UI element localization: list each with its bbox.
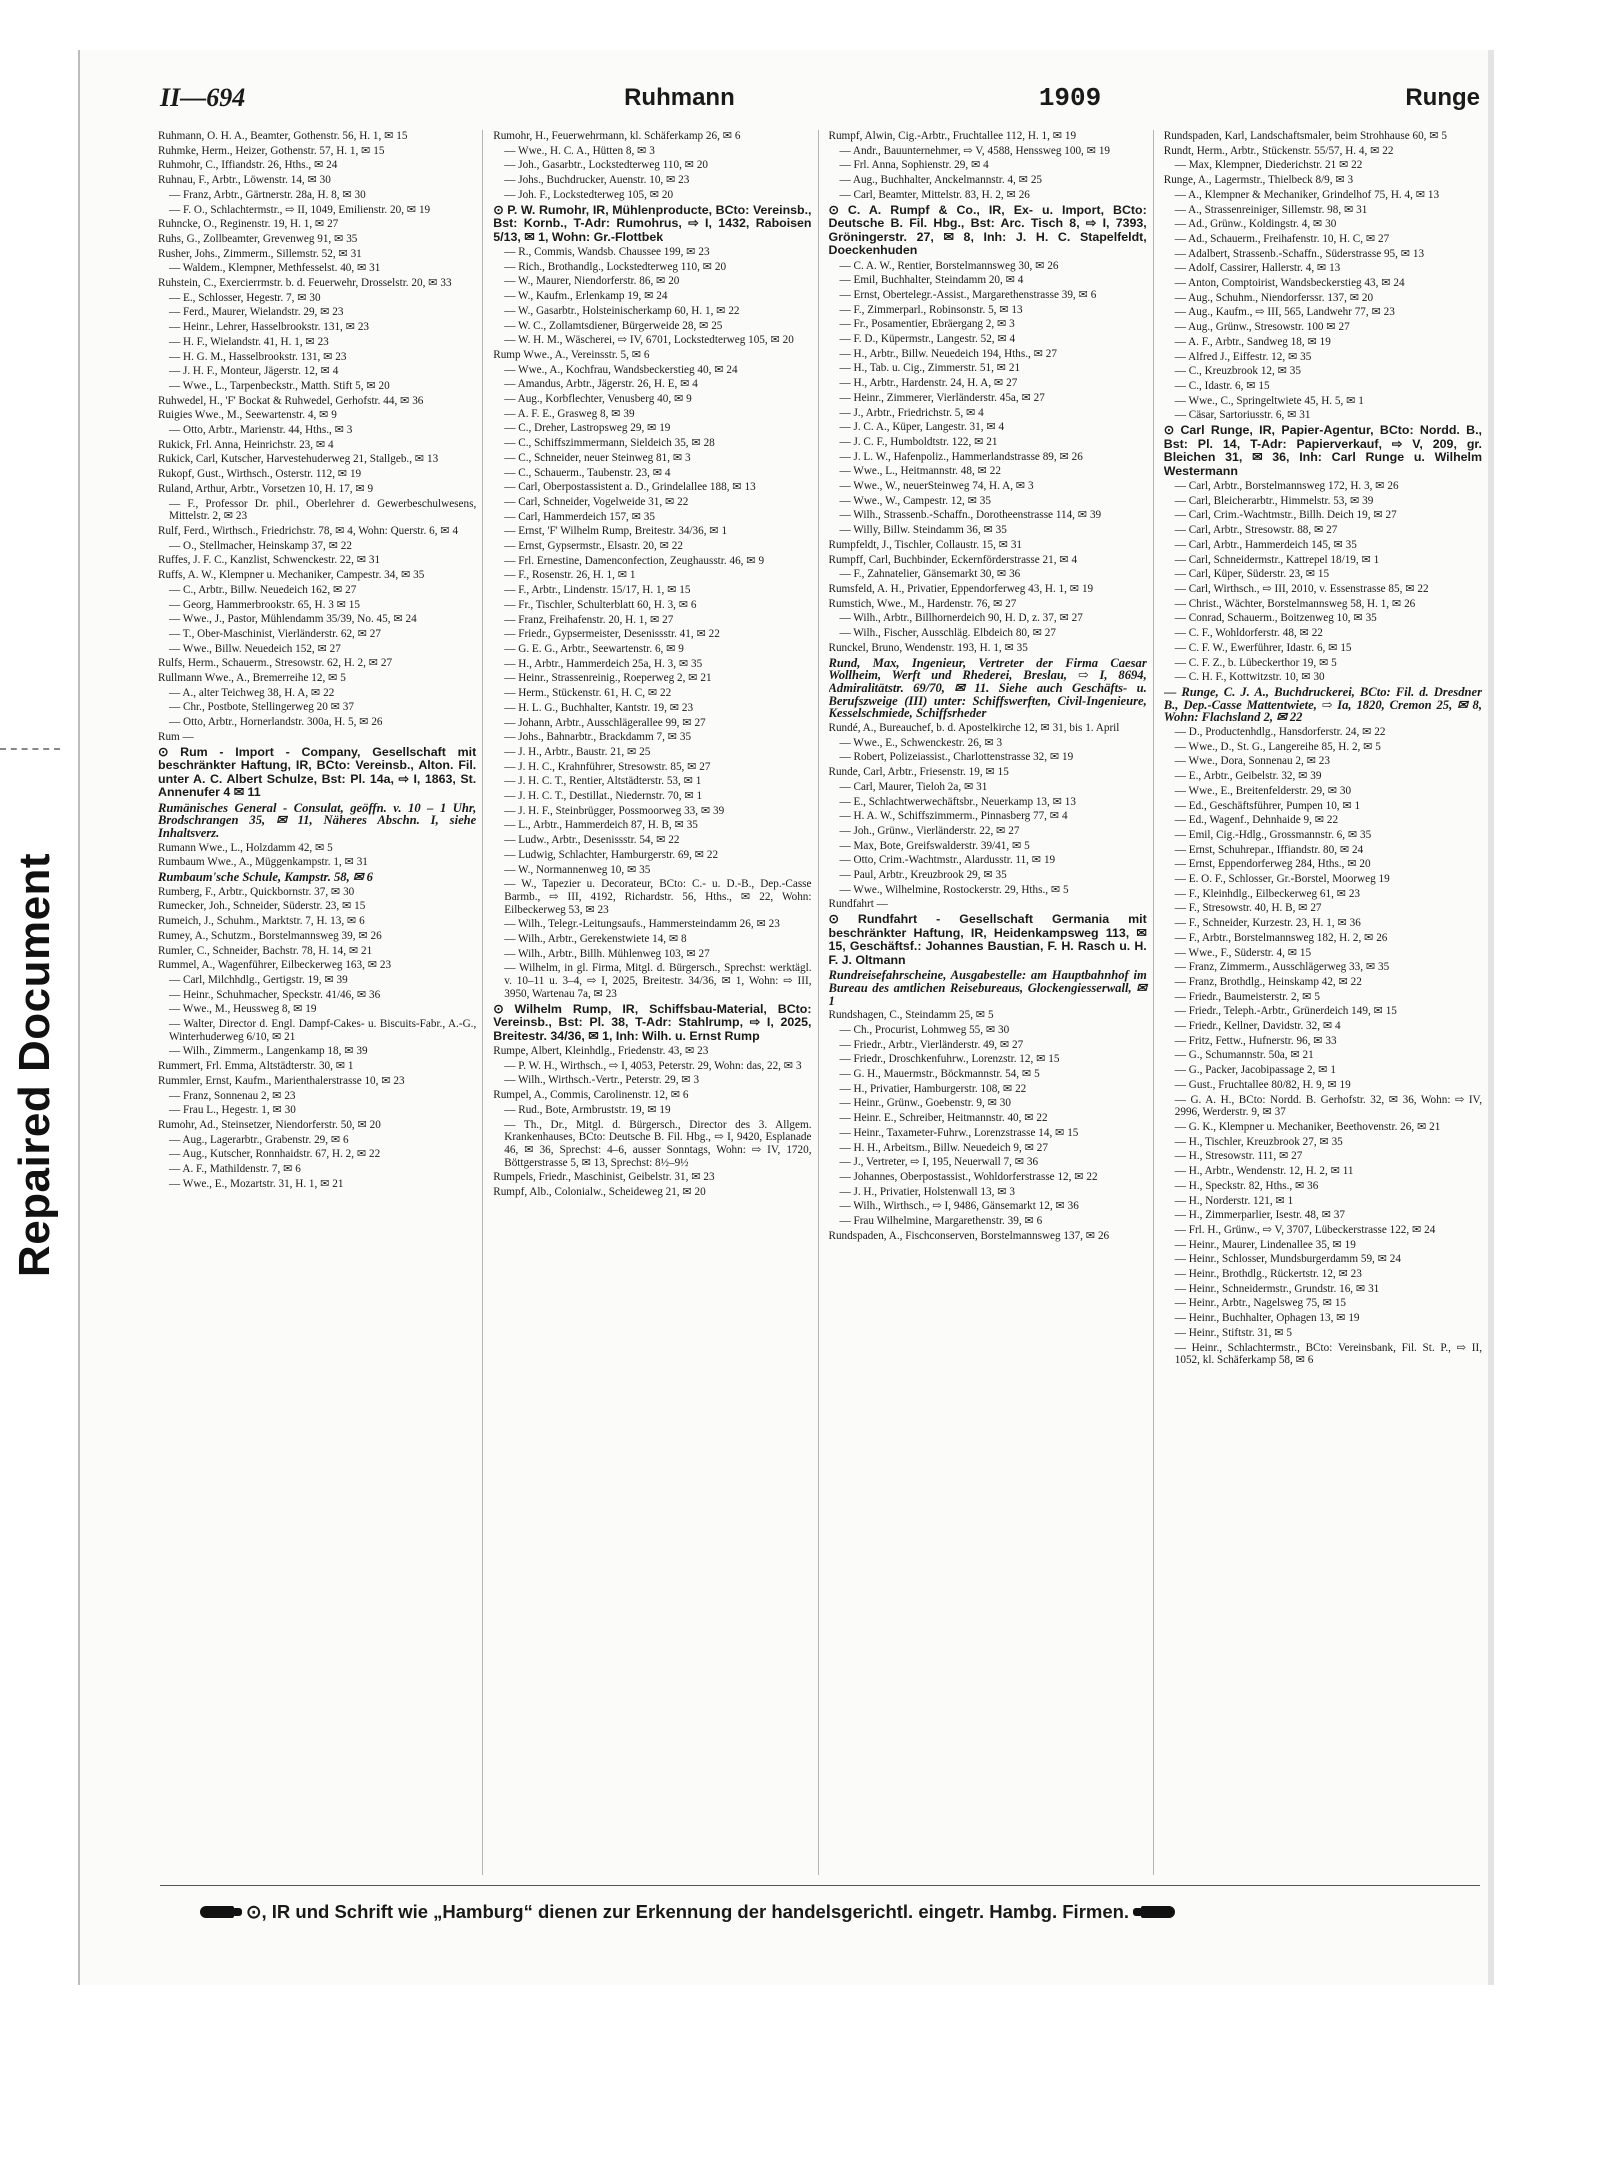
directory-entry: — Carl, Crim.-Wachtmstr., Billh. Deich 19, ✉ 27: [1174, 509, 1397, 522]
directory-entry: — Frau L., Hegestr. 1, ✉ 30: [169, 1104, 296, 1117]
directory-entry: — Johs., Bahnarbtr., Brackdamm 7, ✉ 35: [504, 731, 692, 744]
directory-entry: — Wilh., Fischer, Ausschläg. Elbdeich 80, ✉ 27: [839, 627, 1056, 640]
directory-entry: — Th., Dr., Mitgl. d. Bürgersch., Director des 3. Allgem. Krankenhauses, BCto: Deutsche B. Fil. Hbg., ⇨ I, 9420, Esplanade 46, ✉ 36, Sprechst: 4–6, ausser Sonntags, Wohn: ⇨ IV, 1720, Böttgerstrasse 5, ✉ 13, Sprechst: 8½–9½: [504, 1118, 812, 1169]
directory-entry: Ruffes, J. F. C., Kanzlist, Schwenckestr. 22, ✉ 31: [158, 554, 381, 567]
directory-entry: — H., Tab. u. Cig., Zimmerstr. 51, ✉ 21: [839, 362, 1021, 375]
directory-entry: — Heinr., Schlosser, Mundsburgerdamm 59, ✉ 24: [1174, 1253, 1401, 1266]
directory-entry: — Carl, Arbtr., Stresowstr. 88, ✉ 27: [1174, 524, 1338, 537]
directory-entry: — Wwe., D., St. G., Langereihe 85, H. 2, ✉ 5: [1174, 740, 1381, 753]
directory-entry: — R., Commis, Wandsb. Chaussee 199, ✉ 23: [504, 246, 710, 259]
firm-entry: ⊙ Rundfahrt - Gesellschaft Germania mit beschränkter Haftung, IR, Heidenkampsweg 113, ✉ 15, Geschäftsf.: Johannes Baustian, F. H. Rasch u. H. F. J. Oltmann: [828, 912, 1147, 967]
directory-entry: Rulfs, Herm., Schauerm., Stresowstr. 62, H. 2, ✉ 27: [158, 657, 393, 670]
directory-entry: — Heinr., Grünw., Goebenstr. 9, ✉ 30: [839, 1097, 1011, 1110]
directory-entry: — Wwe., E., Breitenfelderstr. 29, ✉ 30: [1174, 784, 1352, 797]
directory-entry: Rumpels, Friedr., Maschinist, Geibelstr. 31, ✉ 23: [493, 1171, 715, 1184]
directory-entry: — F., Rosenstr. 26, H. 1, ✉ 1: [504, 569, 636, 582]
directory-entry: — Adolf, Cassirer, Hallerstr. 4, ✉ 13: [1174, 262, 1341, 275]
directory-entry: — Heinr., Schuhmacher, Speckstr. 41/46, ✉ 36: [169, 988, 381, 1001]
directory-entry: Rundspaden, Karl, Landschaftsmaler, beim Strohhause 60, ✉ 5: [1163, 130, 1448, 142]
directory-entry: — Heinr., Lehrer, Hasselbrookstr. 131, ✉ 23: [169, 321, 370, 334]
directory-entry: Ruhncke, O., Reginenstr. 19, H. 1, ✉ 27: [158, 218, 339, 231]
directory-entry: Ruffs, A. W., Klempner u. Mechaniker, Campestr. 34, ✉ 35: [158, 569, 425, 582]
directory-entry: — Aug., Kaufm., ⇨ III, 565, Landwehr 77, ✉ 23: [1174, 306, 1395, 319]
directory-entry: — Carl, Hammerdeich 157, ✉ 35: [504, 510, 655, 523]
directory-entry: — Willy, Billw. Steindamm 36, ✉ 35: [839, 524, 1007, 537]
directory-entry: — Aug., Buchhalter, Anckelmannstr. 4, ✉ 25: [839, 174, 1043, 187]
directory-entry: — C. F. W., Ewerführer, Idastr. 6, ✉ 15: [1174, 641, 1352, 654]
directory-entry: Rundé, A., Bureauchef, b. d. Apostelkirche 12, ✉ 31, bis 1. April: [828, 722, 1120, 735]
directory-entry: — Friedr., Baumeisterstr. 2, ✉ 5: [1174, 990, 1320, 1003]
directory-entry: — Emil, Cig.-Hdlg., Grossmannstr. 6, ✉ 35: [1174, 828, 1372, 841]
directory-entry: Ruland, Arthur, Arbtr., Vorsetzen 10, H. 17, ✉ 9: [158, 482, 374, 495]
directory-entry: — C., Idastr. 6, ✉ 15: [1174, 379, 1270, 392]
directory-entry: — Frl. Ernestine, Damenconfection, Zeughausstr. 46, ✉ 9: [504, 554, 765, 567]
directory-entry: — Ernst, 'F' Wilhelm Rump, Breitestr. 34/36, ✉ 1: [504, 525, 728, 538]
directory-entry: Rumey, A., Schutzm., Borstelmannsweg 39, ✉ 26: [158, 929, 382, 942]
directory-entry: — Max, Bote, Greifswalderstr. 39/41, ✉ 5: [839, 839, 1030, 852]
directory-entry: — F. D., Küpermstr., Langestr. 52, ✉ 4: [839, 333, 1016, 346]
directory-entry: — J. H. F., Steinbrügger, Possmoorweg 33, ✉ 39: [504, 804, 725, 817]
directory-entry: Rumpel, A., Commis, Carolinenstr. 12, ✉ 6: [493, 1089, 689, 1102]
directory-entry: — Wwe., L., Tarpenbeckstr., Matth. Stift 5, ✉ 20: [169, 379, 390, 392]
directory-entry: — Wwe., W., Campestr. 12, ✉ 35: [839, 494, 991, 507]
directory-entry: — H., Arbtr., Hardenstr. 24, H. A, ✉ 27: [839, 377, 1018, 390]
firm-entry: ⊙ C. A. Rumpf & Co., IR, Ex- u. Import, BCto: Deutsche B. Fil. Hbg., Bst: Arc. Tisch 8, ⇨ I, 7393, Gröningerstr. 27, ✉ 8, Inh: J. H. C. Stapelfeldt, Doeckenhuden: [828, 202, 1147, 258]
directory-entry: — J. H., Arbtr., Baustr. 21, ✉ 25: [504, 745, 651, 758]
directory-entry: — Franz, Freihafenstr. 20, H. 1, ✉ 27: [504, 613, 674, 626]
directory-entry: — H., Privatier, Hamburgerstr. 108, ✉ 22: [839, 1082, 1027, 1095]
page-footer: [200, 1898, 1460, 1926]
directory-entry: — Heinr., Buchhalter, Ophagen 13, ✉ 19: [1174, 1312, 1360, 1325]
footer-note: ⊙, IR und Schrift wie „Hamburg“ dienen zur Erkennung der handelsgerichtl. eingetr. Hambg. Firmen.: [246, 1901, 1130, 1922]
directory-entry: — E., Arbtr., Geibelstr. 32, ✉ 39: [1174, 770, 1322, 783]
directory-entry: Rundshagen, C., Steindamm 25, ✉ 5: [828, 1009, 994, 1022]
directory-entry: Rummel, A., Wagenführer, Eilbeckerweg 163, ✉ 23: [158, 959, 392, 972]
directory-entry: — C., Schauerm., Taubenstr. 23, ✉ 4: [504, 466, 671, 479]
directory-entry: — Wilhelm, in gl. Firma, Mitgl. d. Bürgersch., Sprechst: werktägl. v. 10–11 u. 3–4, ⇨ I, 2025, Breitestr. 34/36, ✉ 1, Wohn: ⇨ III, 3950, Wartenau 7a, ✉ 23: [504, 962, 812, 1000]
directory-entry: — Carl, Bleicherarbtr., Himmelstr. 53, ✉ 39: [1174, 494, 1374, 507]
directory-entry: — Wwe., Billw. Neuedeich 152, ✉ 27: [169, 642, 341, 655]
directory-entry: — Heinr., Brothdlg., Rückertstr. 12, ✉ 23: [1174, 1268, 1362, 1281]
directory-column-2: [493, 130, 818, 1875]
directory-entry: — Aug., Lagerarbtr., Grabenstr. 29, ✉ 6: [169, 1133, 349, 1146]
directory-entry: — Joh. F., Lockstedterweg 105, ✉ 20: [504, 188, 674, 201]
directory-entry: — W. H. M., Wäscherei, ⇨ IV, 6701, Lockstedterweg 105, ✉ 20: [504, 334, 794, 347]
directory-entry: — Wilh., Wirthsch., ⇨ I, 9486, Gänsemarkt 12, ✉ 36: [839, 1200, 1079, 1213]
pointing-hand-icon: [200, 1906, 234, 1918]
directory-entry: — Friedr., Kellner, Davidstr. 32, ✉ 4: [1174, 1020, 1341, 1033]
directory-entry: — Ernst, Eppendorferweg 284, Hths., ✉ 20: [1174, 858, 1371, 871]
directory-entry: Ruigies Wwe., M., Seewartenstr. 4, ✉ 9: [158, 409, 337, 422]
directory-entry: — Carl, Beamter, Mittelstr. 83, H. 2, ✉ 26: [839, 188, 1030, 201]
directory-entry: — F., Arbtr., Lindenstr. 15/17, H. 1, ✉ 15: [504, 584, 691, 597]
directory-entry: — Franz, Arbtr., Gärtnerstr. 28a, H. 8, ✉ 30: [169, 188, 366, 201]
directory-entry: — H., Arbtr., Wendenstr. 12, H. 2, ✉ 11: [1174, 1165, 1354, 1178]
directory-entry: — Ernst, Schuhrepar., Iffiandstr. 80, ✉ 24: [1174, 843, 1364, 856]
directory-entry: — Wilh., Arbtr., Billhornerdeich 90, H. D, z. 37, ✉ 27: [839, 612, 1083, 625]
directory-entry: — A. F., Arbtr., Sandweg 18, ✉ 19: [1174, 335, 1331, 348]
pointing-hand-left-icon: [1141, 1906, 1175, 1918]
directory-entry: — Wwe., C., Springeltwiete 45, H. 5, ✉ 1: [1174, 394, 1364, 407]
directory-entry: — H., Speckstr. 82, Hths., ✉ 36: [1174, 1179, 1319, 1192]
directory-entry: Rundt, Herm., Arbtr., Stückenstr. 55/57, H. 4, ✉ 22: [1163, 144, 1394, 157]
directory-columns: [158, 130, 1488, 1875]
directory-entry: Rumpfeldt, J., Tischler, Collaustr. 15, ✉ 31: [828, 538, 1023, 551]
directory-entry: — Heinr., Taxameter-Fuhrw., Lorenzstrasse 14, ✉ 15: [839, 1126, 1079, 1139]
directory-entry: — Cäsar, Sartoriusstr. 6, ✉ 31: [1174, 409, 1311, 422]
directory-entry: Rumbaum'sche Schule, Kampstr. 58, ✉ 6: [158, 870, 373, 885]
directory-entry: — H., Zimmerparlier, Isestr. 48, ✉ 37: [1174, 1209, 1345, 1222]
directory-entry: — Wwe., J., Pastor, Mühlendamm 35/39, No. 45, ✉ 24: [169, 613, 417, 626]
directory-entry: — Carl, Wirthsch., ⇨ III, 2010, v. Essenstrasse 85, ✉ 22: [1174, 582, 1429, 595]
directory-entry: — H., Stresowstr. 111, ✉ 27: [1174, 1150, 1303, 1163]
directory-entry: — J., Vertreter, ⇨ I, 195, Neuerwall 7, ✉ 36: [839, 1156, 1039, 1169]
directory-entry: — C. F., Wohldorferstr. 48, ✉ 22: [1174, 627, 1323, 640]
directory-entry: — Heinr., Schlachtermstr., BCto: Vereinsbank, Fil. St. P., ⇨ II, 1052, kl. Schäferkamp 58, ✉ 6: [1174, 1341, 1482, 1367]
directory-entry: — Carl, Arbtr., Hammerdeich 145, ✉ 35: [1174, 538, 1357, 551]
directory-entry: — H. F., Wielandstr. 41, H. 1, ✉ 23: [169, 335, 329, 348]
directory-entry: — Amandus, Arbtr., Jägerstr. 26, H. E, ✉ 4: [504, 378, 698, 391]
directory-entry: — Joh., Gasarbtr., Lockstedterweg 110, ✉ 20: [504, 159, 709, 172]
directory-entry: — Ad., Grünw., Koldingstr. 4, ✉ 30: [1174, 218, 1337, 231]
directory-entry: — J. H. C., Krahnführer, Stresowstr. 85, ✉ 27: [504, 760, 711, 773]
directory-entry: — H. A. W., Schiffszimmerm., Pinnasberg 77, ✉ 4: [839, 810, 1068, 823]
directory-entry: Ruhstein, C., Exercierrmstr. b. d. Feuerwehr, Drosselstr. 20, ✉ 33: [158, 277, 452, 290]
directory-entry: — Wwe., F., Süderstr. 4, ✉ 15: [1174, 946, 1312, 959]
directory-entry: Rundreisefahrscheine, Ausgabestelle: am Hauptbahnhof im Bureau des amtlichen Reisebureaus, Glockengiesserwall, ✉ 1: [828, 968, 1147, 1008]
directory-entry: — Anton, Comptoirist, Wandsbeckerstieg 43, ✉ 24: [1174, 277, 1405, 290]
directory-entry: Runge, A., Lagermstr., Thielbeck 8/9, ✉ 3: [1163, 174, 1354, 187]
directory-entry: Rullmann Wwe., A., Bremerreihe 12, ✉ 5: [158, 672, 346, 685]
directory-entry: — Wwe., Dora, Sonnenau 2, ✉ 23: [1174, 755, 1330, 768]
directory-entry: — F., Kleinhdlg., Eilbeckerweg 61, ✉ 23: [1174, 887, 1361, 900]
directory-entry: Rumohr, H., Feuerwehrmann, kl. Schäferkamp 26, ✉ 6: [493, 130, 741, 142]
header-year: 1909: [1038, 83, 1102, 113]
directory-entry: Ruhmohr, C., Iffiandstr. 26, Hths., ✉ 24: [158, 159, 338, 172]
directory-entry: Rumstich, Wwe., M., Hardenstr. 76, ✉ 27: [828, 597, 1017, 610]
directory-entry: — G., Packer, Jacobipassage 2, ✉ 1: [1174, 1064, 1336, 1077]
directory-entry: — Wwe., A., Kochfrau, Wandsbeckerstieg 40, ✉ 24: [504, 363, 738, 376]
directory-entry: — Fr., Posamentier, Ebräergang 2, ✉ 3: [839, 318, 1015, 331]
directory-entry: — Christ., Wächter, Borstelmannsweg 58, H. 1, ✉ 26: [1174, 597, 1416, 610]
directory-entry: — A., Strassenreiniger, Sillemstr. 98, ✉ 31: [1174, 203, 1368, 216]
directory-entry: — Ludwig, Schlachter, Hamburgerstr. 69, ✉ 22: [504, 848, 719, 861]
directory-entry: — C. H. F., Kottwitzstr. 10, ✉ 30: [1174, 671, 1325, 684]
directory-entry: — H. G. M., Hasselbrookstr. 131, ✉ 23: [169, 350, 347, 363]
directory-entry: — C. A. W., Rentier, Borstelmannsweg 30, ✉ 26: [839, 259, 1059, 272]
directory-entry: — Heinr., Stiftstr. 31, ✉ 5: [1174, 1326, 1292, 1339]
directory-entry: — F., Arbtr., Borstelmannsweg 182, H. 2, ✉ 26: [1174, 931, 1388, 944]
directory-entry: — Alfred J., Eiffestr. 12, ✉ 35: [1174, 350, 1312, 363]
directory-entry: — J. C. A., Küper, Langestr. 31, ✉ 4: [839, 421, 1005, 434]
directory-entry: — Runge, C. J. A., Buchdruckerei, BCto: Fil. d. Dresdner B., Dep.-Casse Mattentwiete, ⇨ Ia, 1820, Cremon 25, ✉ 8, Wohn: Flachsland 2, ✉ 22: [1163, 684, 1482, 725]
directory-entry: — Carl, Milchhdlg., Gertigstr. 19, ✉ 39: [169, 973, 348, 986]
directory-entry: — Franz, Sonnenau 2, ✉ 23: [169, 1089, 296, 1102]
directory-entry: — A. F. E., Grasweg 8, ✉ 39: [504, 407, 635, 420]
directory-entry: Rumann Wwe., L., Holzdamm 42, ✉ 5: [158, 841, 333, 854]
directory-column-3: [829, 130, 1154, 1875]
directory-entry: — Wilh., Strassenb.-Schaffn., Dorotheenstrasse 114, ✉ 39: [839, 509, 1102, 522]
directory-entry: — Friedr., Teleph.-Arbtr., Grünerdeich 149, ✉ 15: [1174, 1005, 1397, 1018]
directory-entry: Rummler, Ernst, Kaufm., Marienthalerstrasse 10, ✉ 23: [158, 1074, 405, 1087]
directory-entry: Runde, Carl, Arbtr., Friesenstr. 19, ✉ 15: [828, 766, 1009, 779]
directory-entry: — Carl, Oberpostassistent a. D., Grindelallee 188, ✉ 13: [504, 481, 756, 494]
directory-entry: — Wilh., Telegr.-Leitungsaufs., Hammersteindamm 26, ✉ 23: [504, 918, 780, 931]
directory-entry: — T., Ober-Maschinist, Vierländerstr. 62, ✉ 27: [169, 627, 381, 640]
directory-entry: — Carl, Schneidermstr., Kattrepel 18/19, ✉ 1: [1174, 553, 1380, 566]
directory-entry: — Georg, Hammerbrookstr. 65, H. 3 ✉ 15: [169, 598, 360, 611]
directory-entry: — H. L. G., Buchhalter, Kantstr. 19, ✉ 23: [504, 701, 694, 714]
directory-entry: — Friedr., Droschkenfuhrw., Lorenzstr. 12, ✉ 15: [839, 1053, 1060, 1066]
directory-entry: — Johs., Buchdrucker, Auenstr. 10, ✉ 23: [504, 174, 690, 187]
directory-entry: — W., Normannenweg 10, ✉ 35: [504, 863, 651, 876]
directory-entry: Rukick, Carl, Kutscher, Harvestehuderweg 21, Stallgeb., ✉ 13: [158, 453, 439, 466]
directory-entry: — Ernst, Obertelegr.-Assist., Margarethenstrasse 39, ✉ 6: [839, 288, 1097, 301]
directory-entry: — Wwe., L., Heitmannstr. 48, ✉ 22: [839, 465, 1001, 478]
directory-entry: — Herm., Stückenstr. 61, H. C, ✉ 22: [504, 687, 672, 700]
directory-entry: Rukopf, Gust., Wirthsch., Osterstr. 112, ✉ 19: [158, 468, 362, 481]
directory-entry: — L., Arbtr., Hammerdeich 87, H. B, ✉ 35: [504, 819, 698, 832]
directory-entry: Runckel, Bruno, Wendenstr. 193, H. 1, ✉ 35: [828, 641, 1028, 654]
directory-entry: Rumpf, Alb., Colonialw., Scheideweg 21, ✉ 20: [493, 1186, 706, 1199]
directory-entry: — G. A. H., BCto: Nordd. B. Gerhofstr. 32, ✉ 36, Wohn: ⇨ IV, 2996, Werderstr. 9, ✉ 37: [1174, 1093, 1482, 1119]
directory-column-4: [1164, 130, 1488, 1875]
firm-entry: ⊙ P. W. Rumohr, IR, Mühlenproducte, BCto: Vereinsb., Bst: Kornb., T-Adr: Rumohrus, ⇨ I, 1432, Raboisen 5/13, ✉ 1, Wohn: Gr.-Flottbek: [493, 202, 812, 244]
directory-entry: — Rich., Brothandlg., Lockstedterweg 110, ✉ 20: [504, 260, 727, 273]
directory-entry: — Andr., Bauunternehmer, ⇨ V, 4588, Henssweg 100, ✉ 19: [839, 144, 1111, 157]
directory-entry: — J. H. F., Monteur, Jägerstr. 12, ✉ 4: [169, 365, 339, 378]
directory-entry: — J. H., Privatier, Holstenwall 13, ✉ 3: [839, 1185, 1015, 1198]
directory-entry: — Ad., Schauerm., Freihafenstr. 10, H. C, ✉ 27: [1174, 232, 1390, 245]
page-header: [160, 82, 1480, 114]
directory-entry: Rulf, Ferd., Wirthsch., Friedrichstr. 78, ✉ 4, Wohn: Querstr. 6, ✉ 4: [158, 524, 459, 537]
directory-entry: — F., Zimmerparl., Robinsonstr. 5, ✉ 13: [839, 303, 1023, 316]
directory-entry: — Emil, Buchhalter, Steindamm 20, ✉ 4: [839, 274, 1024, 287]
firm-entry: ⊙ Rum - Import - Company, Gesellschaft mit beschränkter Haftung, IR, BCto: Vereinsb., Alton. Fil. unter A. C. Albert Schulze, Bst: Pl. 14a, ⇨ I, 1863, St. Annenufer 4 ✉ 11: [158, 744, 477, 800]
directory-entry: Rummert, Frl. Emma, Altstädterstr. 30, ✉ 1: [158, 1060, 354, 1073]
directory-entry: — Heinr., Strassenreinig., Roeperweg 2, ✉ 21: [504, 672, 712, 685]
directory-entry: — H., Arbtr., Hammerdeich 25a, H. 3, ✉ 35: [504, 657, 703, 670]
directory-entry: — A. F., Mathildenstr. 7, ✉ 6: [169, 1163, 301, 1176]
directory-entry: — W., Gasarbtr., Holsteinischerkamp 60, H. 1, ✉ 22: [504, 304, 740, 317]
directory-entry: — Franz, Brothdlg., Heinskamp 42, ✉ 22: [1174, 975, 1362, 988]
directory-column-1: [158, 130, 483, 1875]
directory-entry: — J. H. C. T., Destillat., Niedernstr. 70, ✉ 1: [504, 790, 703, 803]
directory-entry: — Joh., Grünw., Vierländerstr. 22, ✉ 27: [839, 824, 1020, 837]
directory-entry: Rumpff, Carl, Buchbinder, Eckernförderstrasse 21, ✉ 4: [828, 553, 1078, 566]
directory-entry: — Heinr., Zimmerer, Vierländerstr. 45a, ✉ 27: [839, 391, 1045, 404]
directory-entry: — Frau Wilhelmine, Margarethenstr. 39, ✉ 6: [839, 1215, 1043, 1228]
directory-entry: — Rud., Bote, Armbruststr. 19, ✉ 19: [504, 1103, 671, 1116]
directory-entry: — Ed., Geschäftsführer, Pumpen 10, ✉ 1: [1174, 799, 1361, 812]
directory-entry: Rumler, C., Schneider, Bachstr. 78, H. 14, ✉ 21: [158, 944, 373, 957]
directory-entry: — Aug., Schuhm., Niendorferssr. 137, ✉ 20: [1174, 291, 1374, 304]
directory-entry: — A., alter Teichweg 38, H. A, ✉ 22: [169, 686, 335, 699]
directory-entry: — Johannes, Oberpostassist., Wohldorferstrasse 12, ✉ 22: [839, 1171, 1098, 1183]
repaired-document-stamp: [0, 720, 72, 1410]
directory-entry: — F., Schneider, Kurzestr. 23, H. 1, ✉ 36: [1174, 917, 1361, 930]
directory-entry: — Wilh., Arbtr., Gerekenstwiete 14, ✉ 8: [504, 933, 687, 946]
directory-entry: Rumberg, F., Arbtr., Quickbornstr. 37, ✉ 30: [158, 885, 355, 898]
directory-entry: Rundspaden, A., Fischconserven, Borstelmannsweg 137, ✉ 26: [828, 1229, 1110, 1242]
directory-entry: Rusher, Johs., Zimmerm., Sillemstr. 52, ✉ 31: [158, 247, 362, 260]
directory-entry: — H., Tischler, Kreuzbrook 27, ✉ 35: [1174, 1135, 1343, 1148]
directory-entry: — Otto, Crim.-Wachtmstr., Alardusstr. 11, ✉ 19: [839, 854, 1056, 867]
directory-entry: Rumänisches General - Consulat, geöffn. v. 10 – 1 Uhr, Brodschrangen 35, ✉ 11, Näheres Abschn. I, siehe Inhaltsverz.: [158, 800, 477, 840]
directory-entry: Rund, Max, Ingenieur, Vertreter der Firma Caesar Wollheim, Werft und Rhederei, Breslau, ⇨ I, 8694, Admiralitätstr. 69/70, ✉ 11. Siehe auch Geschäfts- u. Berufszweige (III) unter: Schiffswerften, Civil-Ingenieure, Kesselschmiede, Schiffsrheder: [828, 655, 1147, 721]
directory-entry: — Heinr., Schneidermstr., Grundstr. 16, ✉ 31: [1174, 1282, 1380, 1295]
page-edge-shadow: [1488, 50, 1494, 1985]
firm-entry: ⊙ Carl Runge, IR, Papier-Agentur, BCto: Nordd. B., Bst: Pl. 14, T-Adr: Papierverkauf, ⇨ V, 209, gr. Bleichen 31, ✉ 36, Inh: Carl Runge u. Wilhelm Westermann: [1163, 423, 1482, 478]
directory-entry: — Wwe., E., Mozartstr. 31, H. 1, ✉ 21: [169, 1177, 344, 1190]
directory-entry: — Wwe., H. C. A., Hütten 8, ✉ 3: [504, 144, 655, 157]
directory-entry: — C. F. Z., b. Lübeckerthor 19, ✉ 5: [1174, 656, 1337, 669]
directory-entry: — H., Arbtr., Billw. Neuedeich 194, Hths., ✉ 27: [839, 347, 1057, 360]
directory-entry: — Aug., Korbflechter, Venusberg 40, ✉ 9: [504, 393, 692, 406]
directory-entry: Ruhwedel, H., 'F' Bockat & Ruhwedel, Gerhofstr. 44, ✉ 36: [158, 394, 424, 407]
directory-entry: Rumeich, J., Schuhm., Marktstr. 7, H. 13, ✉ 6: [158, 915, 365, 928]
directory-entry: — Walter, Director d. Engl. Dampf-Cakes- u. Biscuits-Fabr., A.-G., Winterhuderweg 6/10, ✉ 21: [169, 1018, 477, 1043]
directory-entry: — Waldem., Klempner, Methfesselst. 40, ✉ 31: [169, 262, 381, 275]
directory-entry: — A., Klempner & Mechaniker, Grindelhof 75, H. 4, ✉ 13: [1174, 188, 1440, 201]
directory-entry: — Gust., Fruchtallee 80/82, H. 9, ✉ 19: [1174, 1078, 1351, 1091]
directory-entry: — Friedr., Gypsermeister, Desenissstr. 41, ✉ 22: [504, 628, 720, 641]
directory-entry: — Johann, Arbtr., Ausschlägerallee 99, ✉ 27: [504, 716, 706, 729]
directory-entry: — C., Schiffszimmermann, Sieldeich 35, ✉ 28: [504, 437, 715, 450]
directory-entry: — Otto, Arbtr., Marienstr. 44, Hths., ✉ 3: [169, 424, 353, 437]
header-right-name: Runge: [1405, 84, 1480, 111]
directory-entry: Rump Wwe., A., Vereinsstr. 5, ✉ 6: [493, 348, 650, 361]
directory-entry: — Friedr., Arbtr., Vierländerstr. 49, ✉ 27: [839, 1038, 1024, 1051]
directory-entry: — Ferd., Maurer, Wielandstr. 29, ✉ 23: [169, 306, 344, 319]
directory-entry: Rum —: [158, 730, 194, 743]
directory-entry: — Frl. H., Grünw., ⇨ V, 3707, Lübeckerstrasse 122, ✉ 24: [1174, 1223, 1436, 1236]
directory-entry: — W. C., Zollamtsdiener, Bürgerweide 28, ✉ 25: [504, 319, 723, 332]
directory-entry: — F., Professor Dr. phil., Oberlehrer d. Gewerbeschulwesens, Mittelstr. 2, ✉ 23: [169, 497, 477, 523]
directory-entry: — F., Zahnatelier, Gänsemarkt 30, ✉ 36: [839, 568, 1021, 581]
directory-entry: — Carl, Küper, Süderstr. 23, ✉ 15: [1174, 568, 1330, 581]
directory-entry: Ruhnau, F., Arbtr., Löwenstr. 14, ✉ 30: [158, 174, 331, 187]
directory-entry: — Wwe., E., Schwenckestr. 26, ✉ 3: [839, 736, 1003, 749]
directory-entry: Rumecker, Joh., Schneider, Süderstr. 23, ✉ 15: [158, 900, 366, 913]
directory-entry: — Carl, Schneider, Vogelweide 31, ✉ 22: [504, 495, 689, 508]
directory-entry: — H. H., Arbeitsm., Billw. Neuedeich 9, ✉ 27: [839, 1141, 1048, 1154]
footer-rule: [160, 1885, 1480, 1886]
directory-entry: — C., Kreuzbrook 12, ✉ 35: [1174, 365, 1301, 378]
directory-entry: Rukick, Frl. Anna, Heinrichstr. 23, ✉ 4: [158, 438, 334, 451]
directory-entry: — G. K., Klempner u. Mechaniker, Beethovenstr. 26, ✉ 21: [1174, 1121, 1441, 1133]
directory-entry: — Ch., Procurist, Lohmweg 55, ✉ 30: [839, 1023, 1010, 1036]
directory-entry: — Fritz, Fettw., Hufnerstr. 96, ✉ 33: [1174, 1034, 1337, 1047]
directory-entry: — Wwe., Wilhelmine, Rostockerstr. 29, Hths., ✉ 5: [839, 883, 1069, 896]
directory-entry: Rumpf, Alwin, Cig.-Arbtr., Fruchtallee 112, H. 1, ✉ 19: [828, 130, 1077, 142]
directory-entry: — Aug., Grünw., Stresowstr. 100 ✉ 27: [1174, 321, 1350, 334]
directory-entry: Rumbaum Wwe., A., Müggenkampstr. 1, ✉ 31: [158, 856, 368, 869]
directory-entry: — W., Tapezier u. Decorateur, BCto: C.- u. D.-B., Dep.-Casse Barmb., ⇨ III, 4192, Richardstr. 56, Hths., ✉ 22, Wohn: Eilbeckerweg 53, ✉ 23: [504, 878, 812, 916]
stamp-divider-top: [0, 748, 60, 750]
directory-entry: — C., Schneider, neuer Steinweg 81, ✉ 3: [504, 451, 691, 464]
directory-entry: — Max, Klempner, Diederichstr. 21 ✉ 22: [1174, 159, 1363, 172]
directory-entry: — Carl, Maurer, Tieloh 2a, ✉ 31: [839, 780, 988, 793]
directory-entry: — J. H. C. T., Rentier, Altstädterstr. 53, ✉ 1: [504, 775, 702, 788]
header-left-name: Ruhmann: [624, 84, 735, 111]
directory-entry: — F. O., Schlachtermstr., ⇨ II, 1049, Emilienstr. 20, ✉ 19: [169, 203, 431, 216]
directory-entry: Ruhmke, Herm., Heizer, Gothenstr. 57, H. 1, ✉ 15: [158, 144, 385, 157]
directory-entry: — W., Kaufm., Erlenkamp 19, ✉ 24: [504, 290, 668, 303]
directory-entry: — Otto, Arbtr., Hornerlandstr. 300a, H. 5, ✉ 26: [169, 716, 383, 729]
directory-entry: — Heinr., Maurer, Lindenallee 35, ✉ 19: [1174, 1238, 1356, 1251]
directory-entry: — Wilh., Wirthsch.-Vertr., Peterstr. 29, ✉ 3: [504, 1074, 700, 1087]
directory-entry: — Ed., Wagenf., Dehnhaide 9, ✉ 22: [1174, 814, 1339, 827]
directory-entry: — Frl. Anna, Sophienstr. 29, ✉ 4: [839, 159, 989, 172]
directory-entry: — Conrad, Schauerm., Boitzenweg 10, ✉ 35: [1174, 612, 1377, 625]
directory-entry: — Ludw., Arbtr., Desenissstr. 54, ✉ 22: [504, 834, 680, 847]
directory-entry: — Wilh., Zimmerm., Langenkamp 18, ✉ 39: [169, 1045, 368, 1058]
directory-entry: — J. C. F., Humboldtstr. 122, ✉ 21: [839, 435, 998, 448]
directory-entry: — Carl, Arbtr., Borstelmannsweg 172, H. 3, ✉ 26: [1174, 480, 1399, 493]
directory-entry: — G. E. G., Arbtr., Seewartenstr. 6, ✉ 9: [504, 643, 684, 655]
directory-entry: — J. L. W., Hafenpoliz., Hammerlandstrasse 89, ✉ 26: [839, 450, 1083, 463]
directory-entry: — Paul, Arbtr., Kreuzbrook 29, ✉ 35: [839, 869, 1007, 882]
directory-entry: — F., Stresowstr. 40, H. B, ✉ 27: [1174, 902, 1322, 915]
directory-entry: — G., Schumannstr. 50a, ✉ 21: [1174, 1049, 1314, 1062]
firm-entry: ⊙ Wilhelm Rump, IR, Schiffsbau-Material, BCto: Vereinsb., Bst: Pl. 38, T-Adr: Stahlrump, ⇨ I, 2025, Breitestr. 34/36, ✉ 1, Inh: Wilh. u. Ernst Rump: [493, 1001, 812, 1043]
directory-entry: — Fr., Tischler, Schulterblatt 60, H. 3, ✉ 6: [504, 598, 697, 611]
directory-entry: — D., Productenhdlg., Hansdorferstr. 24, ✉ 22: [1174, 726, 1386, 739]
directory-entry: — E., Schlosser, Hegestr. 7, ✉ 30: [169, 291, 321, 304]
directory-entry: — Heinr., Arbtr., Nagelsweg 75, ✉ 15: [1174, 1297, 1347, 1310]
directory-entry: — Aug., Kutscher, Ronnhaidstr. 67, H. 2, ✉ 22: [169, 1148, 381, 1161]
directory-entry: — W., Maurer, Niendorferstr. 86, ✉ 20: [504, 275, 680, 288]
directory-entry: — Wwe., W., neuerSteinweg 74, H. A, ✉ 3: [839, 480, 1034, 493]
directory-entry: — C., Dreher, Lastropsweg 29, ✉ 19: [504, 422, 671, 435]
directory-entry: — G. H., Mauermstr., Böckmannstr. 54, ✉ 5: [839, 1068, 1040, 1081]
directory-entry: — C., Arbtr., Billw. Neuedeich 162, ✉ 27: [169, 583, 357, 596]
directory-entry: Rumsfeld, A. H., Privatier, Eppendorferweg 43, H. 1, ✉ 19: [828, 582, 1094, 595]
directory-entry: Ruhs, G., Zollbeamter, Grevenweg 91, ✉ 35: [158, 232, 358, 245]
directory-entry: — H., Norderstr. 121, ✉ 1: [1174, 1194, 1294, 1207]
directory-entry: — Adalbert, Strassenb.-Schaffn., Süderstrasse 95, ✉ 13: [1174, 247, 1425, 260]
directory-entry: Rundfahrt —: [828, 898, 888, 911]
directory-entry: — Wilh., Arbtr., Billh. Mühlenweg 103, ✉ 27: [504, 947, 710, 960]
directory-entry: — J., Arbtr., Friedrichstr. 5, ✉ 4: [839, 406, 984, 419]
directory-entry: — E. O. F., Schlosser, Gr.-Borstel, Moorweg 19: [1174, 873, 1390, 886]
directory-entry: — Heinr. E., Schreiber, Heitmannstr. 40, ✉ 22: [839, 1112, 1048, 1125]
directory-entry: — Wwe., M., Heussweg 8, ✉ 19: [169, 1003, 317, 1016]
directory-entry: — P. W. H., Wirthsch., ⇨ I, 4053, Peterstr. 29, Wohn: das, 22, ✉ 3: [504, 1059, 802, 1072]
stamp-text: Repaired Document: [10, 852, 60, 1278]
directory-entry: — Franz, Zimmerm., Ausschlägerweg 33, ✉ 35: [1174, 961, 1390, 974]
directory-entry: — Ernst, Gypsermstr., Elsastr. 20, ✉ 22: [504, 540, 683, 553]
directory-entry: — O., Stellmacher, Heinskamp 37, ✉ 22: [169, 539, 352, 552]
directory-entry: — Chr., Postbote, Stellingerweg 20 ✉ 37: [169, 701, 354, 714]
directory-entry: Ruhmann, O. H. A., Beamter, Gothenstr. 56, H. 1, ✉ 15: [158, 130, 408, 142]
directory-entry: Rumohr, Ad., Steinsetzer, Niendorferstr. 50, ✉ 20: [158, 1119, 381, 1131]
page-number: II—694: [160, 83, 246, 112]
directory-entry: Rumpe, Albert, Kleinhdlg., Friedenstr. 43, ✉ 23: [493, 1045, 709, 1058]
directory-entry: — E., Schlachtwerwechäftsbr., Neuerkamp 13, ✉ 13: [839, 795, 1076, 808]
directory-entry: — Robert, Polizeiassist., Charlottenstrasse 32, ✉ 19: [839, 751, 1074, 764]
